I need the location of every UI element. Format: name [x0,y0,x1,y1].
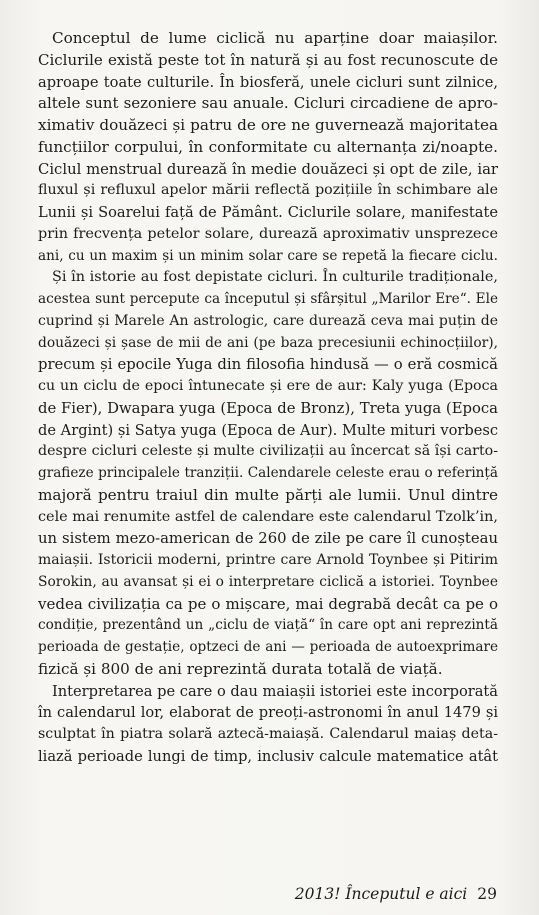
text-line: douăzeci și șase de mii de ani (pe baza precesiunii echinocțiilor), [38,334,498,351]
text-line: un sistem mezo-american de 260 de zile pe care îl cunoșteau [38,530,498,548]
text-line: cu un ciclu de epoci întunecate și ere de aur: Kaly yuga (Epoca [38,378,498,394]
text-line: Sorokin, au avansat și ei o interpretare ciclică a istoriei. Toynbee [38,573,498,590]
text-line: aproape toate culturile. În biosferă, unele cicluri sunt zilnice, [38,73,498,91]
text-line: ximativ douăzeci și patru de ore ne guvernează majoritatea [38,116,498,134]
text-line: Ciclul menstrual durează în medie douăzeci și opt de zile, iar [38,160,498,178]
text-line: Ciclurile există peste tot în natură și au fost recunoscute de [38,50,498,69]
text-line: grafieze principalele tranziții. Calendarele celeste erau o referință [38,465,498,481]
text-line: maiașii. Istoricii moderni, printre care Arnold Toynbee și Pitirim [38,552,498,568]
text-line: altele sunt sezoniere sau anuale. Cicluri circadiene de apro- [38,94,498,113]
text-line: fizică și 800 de ani reprezintă durata totală de viață. [38,659,443,678]
text-line: fluxul și refluxul apelor mării reflectă pozițiile în schimbare ale [38,182,498,199]
text-line: Conceptul de lume ciclică nu aparține doar maiașilor. [52,29,498,47]
text-line: vedea civilizația ca pe o mișcare, mai degrabă decât ca pe o [38,594,498,613]
text-line: cuprind și Marele An astrologic, care durează ceva mai puțin de [38,312,498,329]
text-line: acestea sunt percepute ca începutul și sfârșitul „Marilor Ere“. Ele [38,291,498,307]
text-line: de Fier), Dwapara yuga (Epoca de Bronz), Treta yuga (Epoca [38,399,498,417]
text-line: Lunii și Soarelui față de Pământ. Ciclurile solare, manifestate [38,204,498,221]
text-line: în calendarul lor, elaborat de preoți-astronomi în anul 1479 și [38,704,498,722]
page-number: 29 [477,885,497,903]
text-line: liază perioade lungi de timp, inclusiv calcule matematice atât [38,747,498,765]
text-line: funcțiilor corpului, în conformitate cu alternanța zi/noapte. [38,137,498,156]
text-line: majoră pentru traiul din multe părți ale lumii. Unul dintre [38,485,498,504]
text-line: condiție, prezentând un „ciclu de viață“ în care opt ani reprezintă [38,617,498,634]
text-line: cele mai renumite astfel de calendare este calendarul Tzolk’in, [38,508,498,525]
text-line: ani, cu un maxim și un minim solar care se repetă la fiecare ciclu. [38,247,498,264]
page-footer [295,885,497,903]
text-line: de Argint) și Satya yuga (Epoca de Aur). Multe mituri vorbesc [38,421,498,439]
running-title: 2013! Începutul e aici [294,885,468,903]
text-line: Interpretarea pe care o dau maiașii istoriei este incorporată [52,682,498,700]
text-line: perioada de gestație, optzeci de ani — perioada de autoexprimare [38,639,498,655]
text-line: precum și epocile Yuga din filosofia hindusă — o eră cosmică [38,356,498,374]
text-line: prin frecvența petelor solare, durează aproximativ unsprezece [38,225,498,242]
text-line: Și în istorie au fost depistate cicluri. În culturile tradiționale, [52,269,498,286]
body-text [38,28,498,768]
text-line: despre cicluri celeste și multe civilizații au încercat să își carto- [38,443,498,460]
text-line: sculptat în piatra solară aztecă-maiașă. Calendarul maiaș deta- [38,726,498,742]
